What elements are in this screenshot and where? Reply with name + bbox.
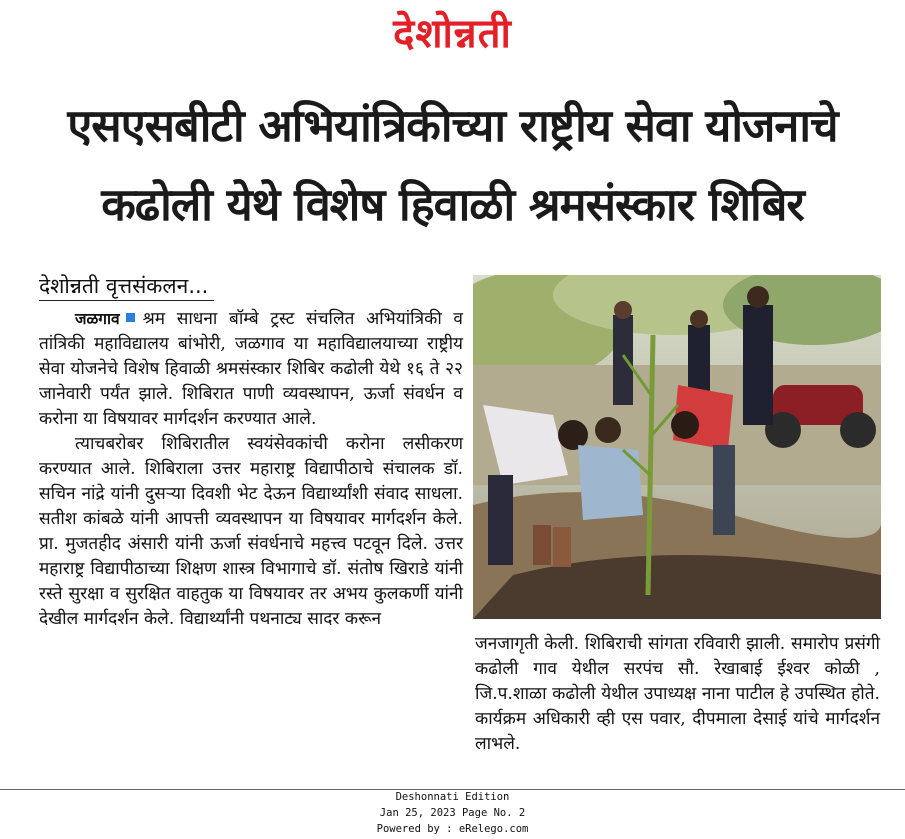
- paragraph-1-text: श्रम साधना बॉम्बे ट्रस्ट संचलित अभियांत्रिकी व तांत्रिकी महाविद्यालय बांभोरी, जळगाव या महाविद्यालयाच्या राष्ट्रीय सेवा योजनेचे विशेष हिवाळी श्रमसंस्कार शिबिर कढोली येथे १६ ते २२ जानेवारी पर्यंत झाले. शिबिरात पाणी व्यवस्थापन, ऊर्जा संवर्धन व करोना या विषयावर मार्गदर्शन करण्यात आले.: [39, 309, 463, 429]
- footer-powered-by: Powered by : eRelego.com: [376, 823, 529, 835]
- dateline: जळगाव: [75, 310, 120, 328]
- footer-edition: Deshonnati Edition: [395, 791, 510, 803]
- article-column-left: [39, 307, 463, 632]
- byline: देशोन्नती वृत्तसंकलन...: [39, 272, 214, 301]
- headline-line-2: कढोली येथे विशेष हिवाळी श्रमसंस्कार शिबिर: [101, 178, 804, 231]
- masthead-logo: देशोन्नती: [393, 11, 512, 57]
- article-paragraph-1: [39, 307, 463, 432]
- article-paragraph-3: जनजागृती केली. शिबिराची सांगता रविवारी झाली. समारोप प्रसंगी कढोली गाव येथील सरपंच सौ. रेखाबाई ईश्वर कोळी , जि.प.शाळा कढोली येथील उपाध्यक्ष नाना पाटील हे उपस्थित होते. कार्यक्रम अधिकारी व्ही एस पवार, दीपमाला देसाई यांचे मार्गदर्शन लाभले.: [475, 634, 880, 754]
- students-planting-photo-icon: [473, 275, 881, 619]
- article-photo: [473, 275, 881, 619]
- headline-line-1: एसएसबीटी अभियांत्रिकीच्या राष्ट्रीय सेवा योजनाचे: [67, 99, 838, 152]
- article-paragraph-2: त्याचबरोबर शिबिरातील स्वयंसेवकांची करोना लसीकरण करण्यात आले. शिबिराला उत्तर महाराष्ट्र विद्यापीठाचे संचालक डॉ. सचिन नांद्रे यांनी दुसऱ्या दिवशी भेट देऊन विद्यार्थ्यांशी संवाद साधला. सतीश कांबळे यांनी आपत्ती व्यवस्थापन या विषयावर मार्गदर्शन केले. प्रा. मुजतहीद अंसारी यांनी ऊर्जा संवर्धनाचे महत्त्व पटवून दिले. उत्तर महाराष्ट्र विद्यापीठाच्या शिक्षण शास्त्र विभागाचे डॉ. संतोष खिराडे यांनी रस्ते सुरक्षा व सुरक्षित वाहतुक या विषयावर तर अभय कुलकर्णी यांनी देखील मार्गदर्शन केले. विद्यार्थ्यांनी पथनाट्य सादर करून: [39, 434, 463, 629]
- footer-date-page: Jan 25, 2023 Page No. 2: [379, 807, 526, 819]
- article-column-right: [475, 632, 880, 757]
- bullet-square-icon: [126, 313, 135, 322]
